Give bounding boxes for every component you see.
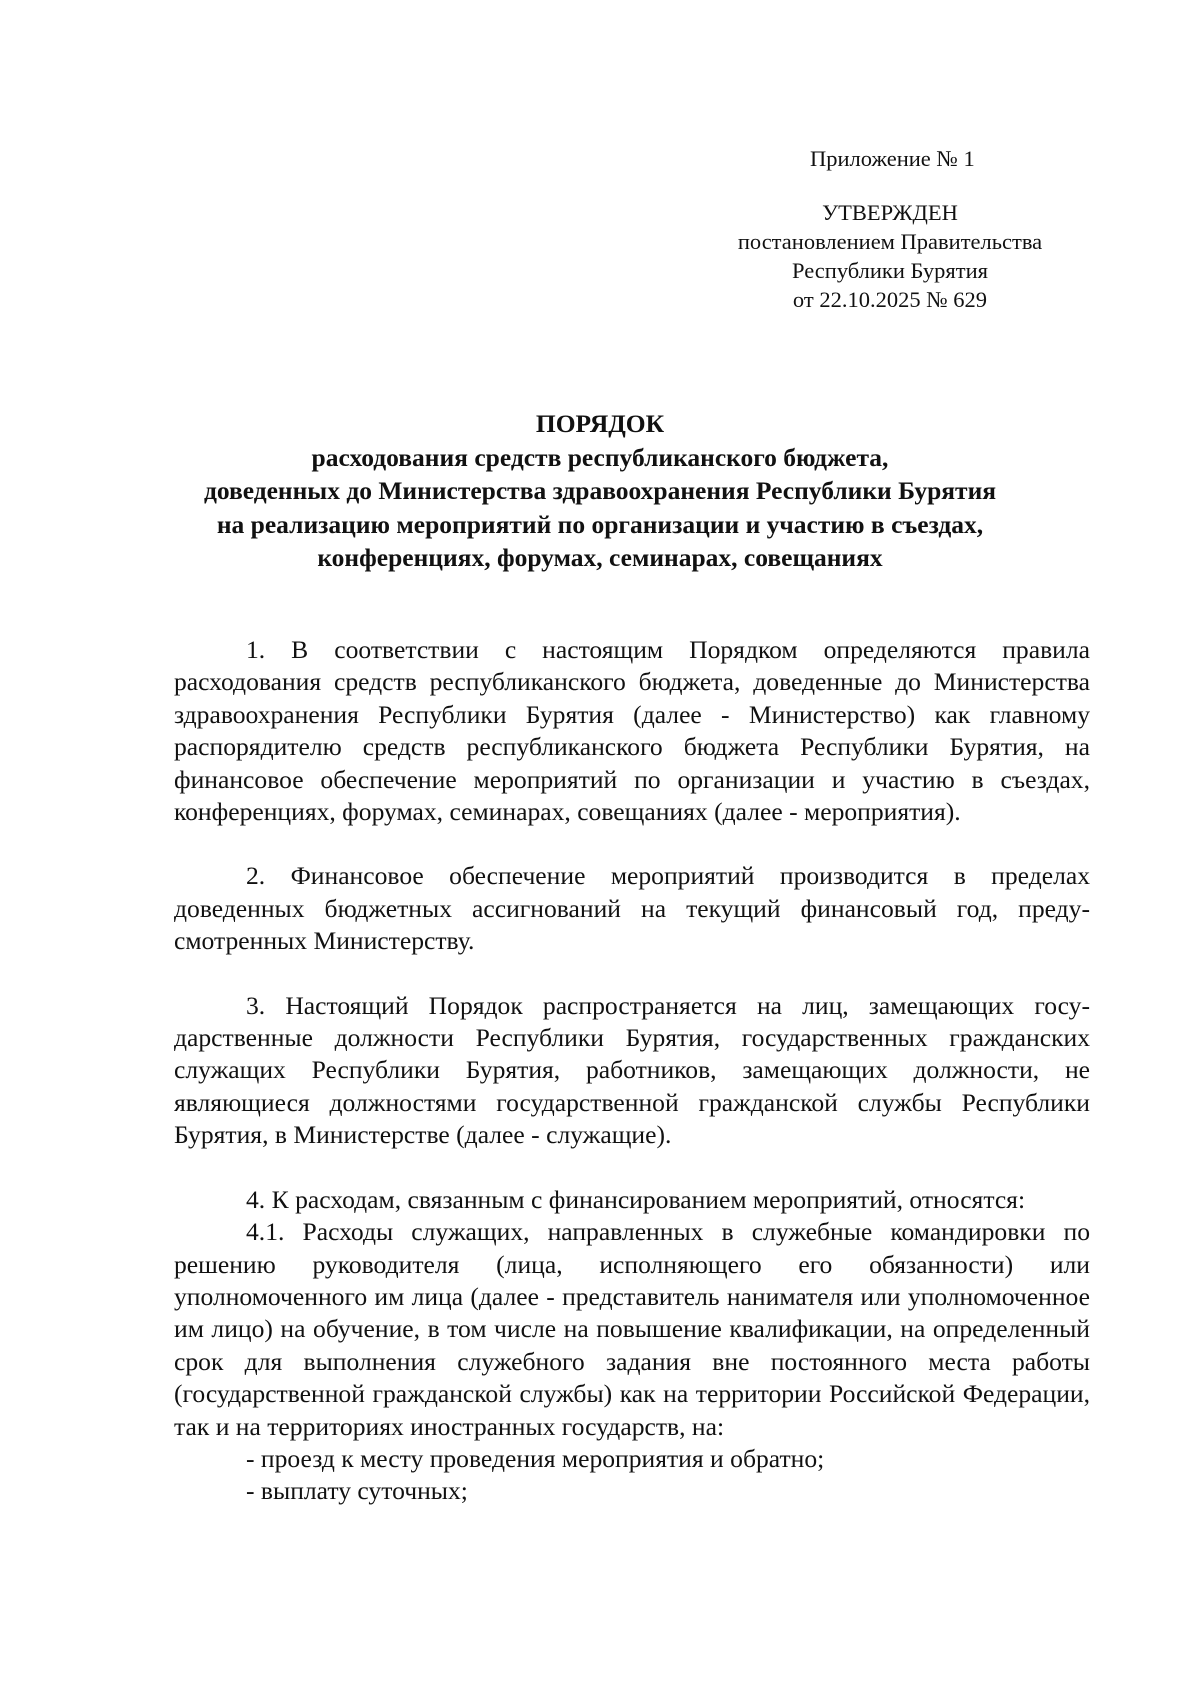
approval-line: Республики Бурятия [792, 258, 988, 283]
list-item: - выплату суточных; [246, 1476, 468, 1506]
paragraph-2: 2. Финансовое обеспечение мероприятий производится в пределах доведенных бюджетных ассигнований на текущий финансовый год, предусмотренных Министерству. [174, 861, 1090, 956]
approval-line: от 22.10.2025 № 629 [792, 287, 988, 312]
paragraph-1: 1. В соответствии с настоящим Порядком определяются правила расходования средств республиканского бюджета, доведенные до Министерства здравоохранения Республики Бурятия (далее - Министерство) как главному распорядителю средств республиканского бюджета Республики Бурятия, на финансовое обеспечение мероприятий по организации и участию в съездах, конференциях, форумах, семинарах, совещаниях (далее - мероприятия). [174, 635, 1090, 827]
title-subtitle-line: конференциях, форумах, семинарах, совещаниях [317, 543, 883, 572]
title-subtitle-line: на реализацию мероприятий по организации и участию в съездах, [216, 509, 984, 539]
approval-line: постановлением Правительства [737, 229, 1043, 254]
title-heading: ПОРЯДОК [535, 409, 665, 438]
list-item: - проезд к месту проведения мероприятия и обратно; [246, 1443, 825, 1473]
paragraph-4-1: 4.1. Расходы служащих, направленных в служебные командировки по решению руководителя (лица, исполняющего его обязанности) или уполномоченного им лица (далее - представитель нанимателя или уполномоченное им лицо) на обучение, в том числе на повышение квалификации, на определенный срок для выполнения служебного задания вне постоянного места работы (государственной гражданской службы) как на территории Российской Федерации, так и на территориях иностранных государств, на: [174, 1217, 1090, 1441]
title-subtitle-line: доведенных до Министерства здравоохранения Республики Бурятия [203, 476, 997, 505]
approval-line: УТВЕРЖДЕН [822, 200, 958, 225]
paragraph-4: 4. К расходам, связанным с финансированием мероприятий, относятся: [246, 1184, 1026, 1214]
paragraph-3: 3. Настоящий Порядок распространяется на лиц, замещающих государственные должности Республики Бурятия, государственных гражданских служащих Республики Бурятия, работников, замещающих должности, не являющиеся должностями государственной гражданской службы Республики Бурятия, в Министерстве (далее - служащие). [174, 990, 1090, 1150]
title-subtitle-line: расходования средств республиканского бюджета, [311, 442, 889, 472]
document-title [150, 407, 1050, 575]
appendix-label: Приложение № 1 [810, 146, 975, 171]
approval-stamp [700, 198, 1080, 314]
document-body [174, 634, 1090, 1508]
